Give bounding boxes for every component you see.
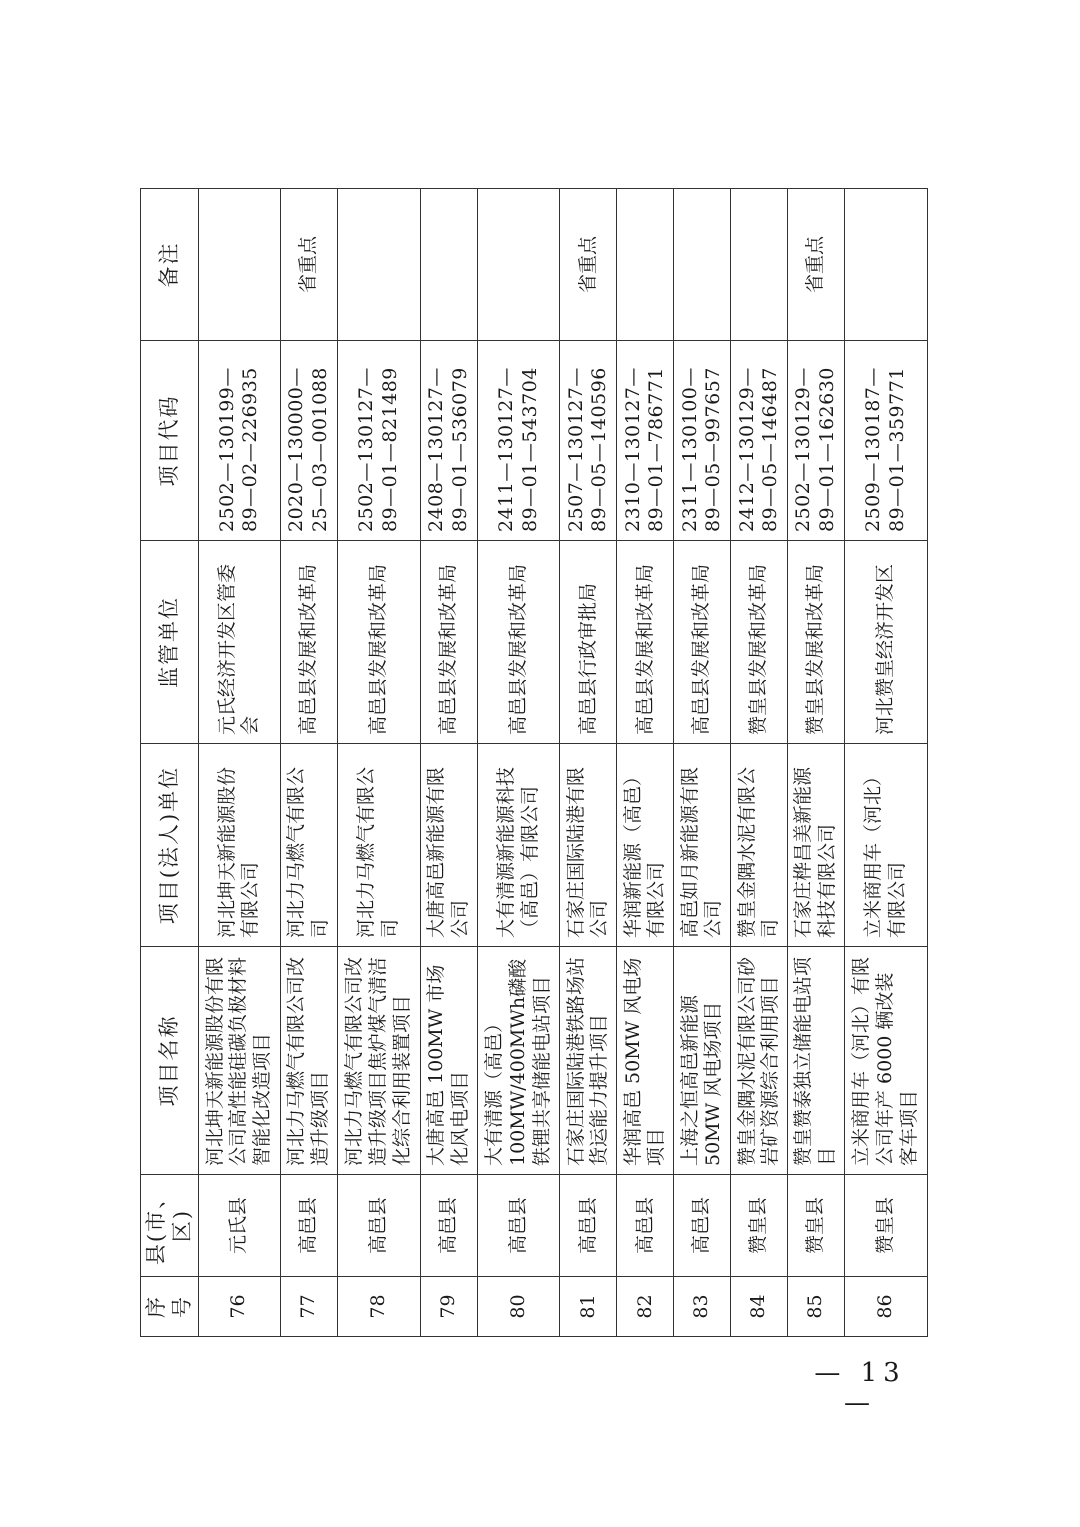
- cell-remark: [731, 189, 788, 341]
- cell-owner: 高邑如月新能源有限公司: [674, 744, 731, 947]
- cell-county: 赞皇县: [731, 1175, 788, 1277]
- cell-seq: 81: [560, 1277, 617, 1337]
- table-row: [731, 189, 788, 1337]
- cell-supervisor: 高邑县发展和改革局: [420, 541, 477, 744]
- page-number: — 13 —: [814, 1358, 906, 1418]
- cell-supervisor: 赞皇县发展和改革局: [788, 541, 845, 744]
- cell-remark: [420, 189, 477, 341]
- table-row: [788, 189, 845, 1337]
- cell-county: 高邑县: [560, 1175, 617, 1277]
- cell-code: 2408—130127—89—01—536079: [420, 341, 477, 541]
- cell-supervisor: 高邑县发展和改革局: [477, 541, 560, 744]
- cell-name: 上海之恒高邑新能源 50MW 风电场项目: [674, 947, 731, 1175]
- cell-seq: 84: [731, 1277, 788, 1337]
- cell-remark: [845, 189, 928, 341]
- cell-remark: 省重点: [560, 189, 617, 341]
- cell-name: 赞皇赞泰独立储能电站项目: [788, 947, 845, 1175]
- table-row: [617, 189, 674, 1337]
- cell-seq: 82: [617, 1277, 674, 1337]
- cell-remark: 省重点: [281, 189, 338, 341]
- table-row: [338, 189, 421, 1337]
- cell-seq: 79: [420, 1277, 477, 1337]
- cell-code: 2502—130199—89—02—226935: [198, 341, 281, 541]
- cell-supervisor: 高邑县发展和改革局: [674, 541, 731, 744]
- cell-supervisor: 高邑县发展和改革局: [617, 541, 674, 744]
- cell-seq: 80: [477, 1277, 560, 1337]
- cell-county: 高邑县: [617, 1175, 674, 1277]
- cell-county: 赞皇县: [845, 1175, 928, 1277]
- cell-name: 大有清源（高邑）100MW/400MWh磷酸铁锂共享储能电站项目: [477, 947, 560, 1175]
- table-row: [845, 189, 928, 1337]
- header-code: 项目代码: [141, 341, 199, 541]
- table-row: [674, 189, 731, 1337]
- cell-remark: [477, 189, 560, 341]
- cell-remark: 省重点: [788, 189, 845, 341]
- cell-code: 2507—130127—89—05—140596: [560, 341, 617, 541]
- cell-code: 2020—130000—25—03—001088: [281, 341, 338, 541]
- cell-supervisor: 元氏经济开发区管委会: [198, 541, 281, 744]
- cell-seq: 85: [788, 1277, 845, 1337]
- cell-seq: 76: [198, 1277, 281, 1337]
- table-header-row: [141, 189, 199, 1337]
- cell-name: 石家庄国际陆港铁路场站货运能力提升项目: [560, 947, 617, 1175]
- project-table: [140, 188, 928, 1337]
- cell-supervisor: 高邑县行政审批局: [560, 541, 617, 744]
- cell-county: 高邑县: [281, 1175, 338, 1277]
- cell-name: 河北力马燃气有限公司改造升级项目: [281, 947, 338, 1175]
- cell-owner: 大唐高邑新能源有限公司: [420, 744, 477, 947]
- cell-county: 赞皇县: [788, 1175, 845, 1277]
- cell-name: 河北力马燃气有限公司改造升级项目焦炉煤气清洁化综合利用装置项目: [338, 947, 421, 1175]
- cell-owner: 立米商用车（河北）有限公司: [845, 744, 928, 947]
- cell-remark: [674, 189, 731, 341]
- cell-code: 2509—130187—89—01—359771: [845, 341, 928, 541]
- table-body: [198, 189, 928, 1337]
- cell-name: 大唐高邑 100MW 市场化风电项目: [420, 947, 477, 1175]
- cell-supervisor: 高邑县发展和改革局: [281, 541, 338, 744]
- cell-code: 2311—130100—89—05—997657: [674, 341, 731, 541]
- cell-code: 2411—130127—89—01—543704: [477, 341, 560, 541]
- cell-supervisor: 河北赞皇经济开发区: [845, 541, 928, 744]
- cell-county: 高邑县: [674, 1175, 731, 1277]
- cell-supervisor: 赞皇县发展和改革局: [731, 541, 788, 744]
- cell-code: 2502—130129—89—01—162630: [788, 341, 845, 541]
- cell-seq: 77: [281, 1277, 338, 1337]
- cell-owner: 石家庄桦昌美新能源科技有限公司: [788, 744, 845, 947]
- cell-owner: 赞皇金隅水泥有限公司: [731, 744, 788, 947]
- cell-owner: 河北坤天新能源股份有限公司: [198, 744, 281, 947]
- cell-remark: [198, 189, 281, 341]
- cell-owner: 华润新能源（高邑）有限公司: [617, 744, 674, 947]
- cell-remark: [338, 189, 421, 341]
- cell-code: 2502—130127—89—01—821489: [338, 341, 421, 541]
- cell-county: 元氏县: [198, 1175, 281, 1277]
- header-remark: 备注: [141, 189, 199, 341]
- header-owner: 项目(法人)单位: [141, 744, 199, 947]
- cell-owner: 河北力马燃气有限公司: [281, 744, 338, 947]
- cell-code: 2412—130129—89—05—146487: [731, 341, 788, 541]
- cell-remark: [617, 189, 674, 341]
- cell-name: 赞皇金隅水泥有限公司砂岩矿资源综合利用项目: [731, 947, 788, 1175]
- cell-supervisor: 高邑县发展和改革局: [338, 541, 421, 744]
- cell-seq: 78: [338, 1277, 421, 1337]
- table-row: [420, 189, 477, 1337]
- table-row: [477, 189, 560, 1337]
- cell-name: 华润高邑 50MW 风电场项目: [617, 947, 674, 1175]
- cell-code: 2310—130127—89—01—786771: [617, 341, 674, 541]
- table-row: [281, 189, 338, 1337]
- cell-seq: 86: [845, 1277, 928, 1337]
- cell-county: 高邑县: [338, 1175, 421, 1277]
- cell-name: 立米商用车（河北）有限公司年产 6000 辆改装客车项目: [845, 947, 928, 1175]
- cell-seq: 83: [674, 1277, 731, 1337]
- header-supervisor: 监管单位: [141, 541, 199, 744]
- header-seq: 序号: [141, 1277, 199, 1337]
- table-row: [560, 189, 617, 1337]
- cell-county: 高邑县: [420, 1175, 477, 1277]
- table-row: [198, 189, 281, 1337]
- cell-owner: 大有清源新能源科技（高邑）有限公司: [477, 744, 560, 947]
- header-county: 县(市、区): [141, 1175, 199, 1277]
- cell-owner: 河北力马燃气有限公司: [338, 744, 421, 947]
- cell-name: 河北坤天新能源股份有限公司高性能硅碳负极材料智能化改造项目: [198, 947, 281, 1175]
- project-table-rotated: [140, 189, 928, 1337]
- cell-county: 高邑县: [477, 1175, 560, 1277]
- cell-owner: 石家庄国际陆港有限公司: [560, 744, 617, 947]
- header-name: 项目名称: [141, 947, 199, 1175]
